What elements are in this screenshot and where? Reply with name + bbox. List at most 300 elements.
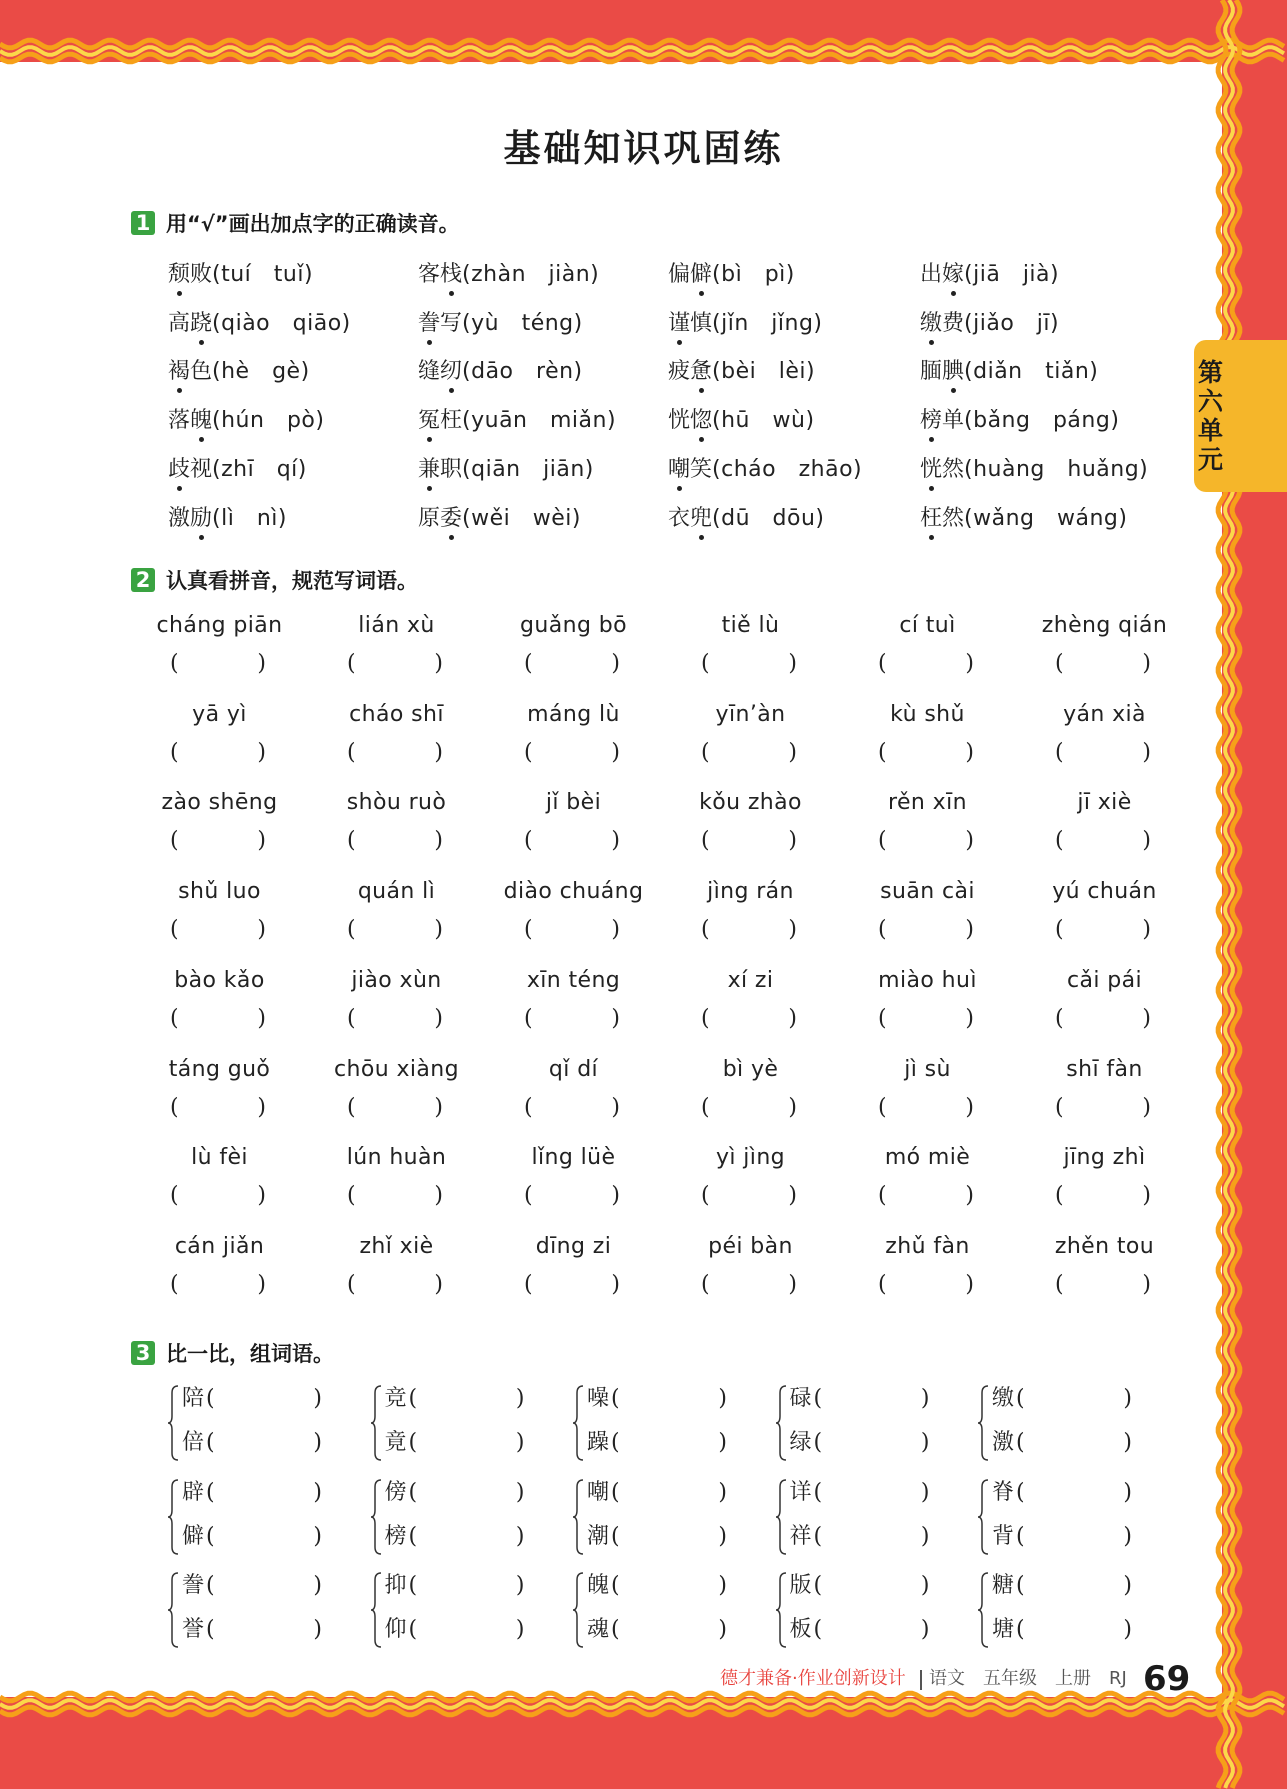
open-paren: (: [611, 1479, 620, 1505]
compare-character: 缴: [992, 1386, 1015, 1411]
reading-choice-item[interactable]: [920, 304, 1059, 344]
answer-blank[interactable]: [701, 1094, 797, 1122]
open-paren: (: [1055, 739, 1064, 765]
answer-blank[interactable]: [170, 827, 266, 855]
close-paren: ): [920, 1617, 930, 1642]
answer-blank[interactable]: [524, 650, 620, 678]
compare-word-line[interactable]: [992, 1478, 1132, 1508]
compare-character: 碌: [789, 1386, 812, 1411]
reading-choice-item[interactable]: [920, 352, 1098, 392]
unit-tab: [1194, 340, 1287, 492]
close-paren: ): [965, 651, 974, 676]
open-paren: (: [347, 1005, 356, 1031]
close-paren: ): [965, 1271, 974, 1297]
compare-pair: [572, 1384, 727, 1472]
compare-character: 版: [789, 1573, 812, 1598]
pinyin-writing-item: [132, 878, 307, 958]
pinyin-options[interactable]: (yuān miǎn): [462, 408, 617, 434]
pinyin-writing-item: [132, 1144, 307, 1224]
pinyin-options[interactable]: (wǎng wáng): [964, 505, 1128, 531]
word-character: 笑: [690, 456, 713, 482]
word-character: 疲: [668, 359, 691, 385]
left-brace-icon: [572, 1384, 586, 1462]
pinyin-writing-item: [309, 1233, 484, 1313]
pinyin-text: zhǔ fàn: [885, 1233, 970, 1259]
pinyin-writing-item: [486, 701, 661, 781]
word-character: 单: [942, 408, 965, 434]
answer-blank[interactable]: [170, 916, 266, 944]
open-paren: (: [408, 1523, 418, 1549]
pinyin-text: jīng zhì: [1063, 1145, 1146, 1171]
compare-word-line[interactable]: [587, 1571, 727, 1601]
compare-word-line[interactable]: [790, 1384, 930, 1414]
compare-word-line[interactable]: [385, 1428, 525, 1458]
close-paren: ): [788, 739, 797, 765]
pinyin-text: cháng piān: [156, 613, 283, 638]
reading-choice-item[interactable]: [418, 401, 616, 441]
answer-blank[interactable]: [878, 827, 974, 855]
compare-word-line[interactable]: [182, 1522, 322, 1552]
answer-blank[interactable]: [701, 1271, 797, 1299]
close-paren: ): [257, 1005, 266, 1031]
answer-blank[interactable]: [701, 739, 797, 767]
close-paren: ): [434, 1183, 443, 1209]
reading-choice-item[interactable]: [668, 255, 795, 295]
compare-word-line[interactable]: [182, 1615, 322, 1645]
word-character: 恍: [668, 408, 691, 434]
pinyin-writing-item: [486, 1056, 661, 1136]
open-paren: (: [1016, 1479, 1025, 1505]
close-paren: ): [920, 1573, 930, 1598]
open-paren: (: [1016, 1430, 1025, 1455]
word-character: 落: [168, 408, 191, 434]
close-paren: ): [718, 1523, 727, 1549]
compare-character: 糖: [992, 1573, 1015, 1598]
left-brace-icon: [167, 1571, 181, 1649]
compare-word-line[interactable]: [992, 1428, 1132, 1458]
close-paren: ): [788, 917, 797, 943]
pinyin-options[interactable]: (jǐn jǐng): [712, 310, 823, 336]
word-character: 缝: [418, 359, 441, 385]
answer-blank[interactable]: [878, 1005, 974, 1033]
answer-blank[interactable]: [347, 650, 443, 678]
compare-word-line[interactable]: [385, 1522, 525, 1552]
open-paren: (: [701, 1094, 710, 1120]
compare-word-line[interactable]: [992, 1522, 1132, 1552]
open-paren: (: [170, 1183, 179, 1209]
open-paren: (: [1055, 1005, 1064, 1031]
reading-choice-item[interactable]: [418, 352, 583, 392]
pinyin-text: yì jìng: [715, 1145, 786, 1171]
open-paren: (: [408, 1573, 418, 1598]
section-number-badge: 1: [131, 211, 155, 235]
pinyin-writing-item: [132, 967, 307, 1047]
answer-blank[interactable]: [524, 827, 620, 855]
left-brace-icon: [775, 1571, 789, 1649]
top-wave-border: [0, 30, 1287, 120]
open-paren: (: [347, 739, 356, 765]
close-paren: ): [920, 1430, 930, 1455]
open-paren: (: [1055, 917, 1064, 943]
compare-character: 板: [789, 1617, 812, 1642]
answer-blank[interactable]: [347, 827, 443, 855]
right-wave-border: [1197, 0, 1260, 1789]
open-paren: (: [206, 1523, 215, 1549]
pinyin-writing-item: [663, 1144, 838, 1224]
close-paren: ): [718, 1386, 727, 1411]
pinyin-text: rěn xīn: [888, 790, 967, 816]
compare-pair: [977, 1478, 1132, 1566]
pinyin-options[interactable]: (jiā jià): [964, 262, 1060, 287]
compare-pair: [370, 1478, 525, 1566]
word-character: 败: [190, 262, 213, 287]
open-paren: (: [1016, 1523, 1025, 1549]
close-paren: ): [1142, 739, 1151, 765]
reading-choice-item[interactable]: [920, 450, 1148, 490]
answer-blank[interactable]: [524, 1094, 620, 1122]
pinyin-writing-item: [663, 701, 838, 781]
pinyin-options[interactable]: (cháo zhāo): [712, 456, 863, 482]
close-paren: ): [313, 1386, 322, 1411]
open-paren: (: [878, 1005, 887, 1031]
word-character: 然: [942, 505, 965, 531]
dotted-character: 栈: [440, 255, 462, 295]
pinyin-options[interactable]: (bǎng páng): [964, 408, 1120, 434]
reading-choice-item[interactable]: [168, 304, 351, 344]
open-paren: (: [701, 1183, 710, 1209]
pinyin-writing-item: [486, 789, 661, 869]
compare-word-line[interactable]: [790, 1615, 930, 1645]
word-character: 原: [418, 505, 441, 531]
close-paren: ): [920, 1479, 930, 1505]
compare-character: 绿: [789, 1430, 812, 1455]
pinyin-options[interactable]: (jiǎo jī): [964, 310, 1060, 336]
answer-blank[interactable]: [1055, 1182, 1151, 1210]
word-character: 视: [190, 456, 213, 482]
compare-character: 魄: [587, 1573, 610, 1598]
open-paren: (: [813, 1386, 823, 1411]
answer-blank[interactable]: [701, 1005, 797, 1033]
answer-blank[interactable]: [701, 916, 797, 944]
answer-blank[interactable]: [347, 739, 443, 767]
close-paren: ): [515, 1617, 525, 1642]
compare-word-line[interactable]: [385, 1615, 525, 1645]
close-paren: ): [611, 1005, 620, 1031]
answer-blank[interactable]: [878, 1094, 974, 1122]
answer-blank[interactable]: [170, 1182, 266, 1210]
close-paren: ): [1142, 1271, 1151, 1297]
answer-blank[interactable]: [347, 1094, 443, 1122]
reading-choice-item[interactable]: [920, 499, 1127, 539]
answer-blank[interactable]: [701, 1182, 797, 1210]
left-brace-icon: [572, 1478, 586, 1556]
reading-choice-item[interactable]: [418, 255, 599, 295]
left-brace-icon: [370, 1478, 384, 1556]
answer-blank[interactable]: [524, 1005, 620, 1033]
pinyin-text: yú chuán: [1052, 879, 1157, 905]
pinyin-text: yán xià: [1063, 701, 1146, 727]
reading-choice-item[interactable]: [418, 450, 594, 490]
pinyin-options[interactable]: (hè gè): [212, 359, 310, 385]
reading-choice-item[interactable]: [668, 401, 815, 441]
pinyin-options[interactable]: (hū wù): [712, 408, 815, 434]
reading-choice-item[interactable]: [168, 401, 324, 441]
open-paren: (: [701, 1271, 710, 1297]
section-instruction: 比一比，组词语。: [166, 1342, 334, 1366]
word-character: 费: [942, 310, 965, 336]
pinyin-text: mó miè: [884, 1145, 971, 1171]
answer-blank[interactable]: [878, 739, 974, 767]
open-paren: (: [206, 1617, 215, 1642]
compare-character: 塘: [992, 1617, 1015, 1642]
reading-choice-item[interactable]: [168, 450, 307, 490]
close-paren: ): [1142, 917, 1151, 943]
answer-blank[interactable]: [524, 916, 620, 944]
compare-word-line[interactable]: [385, 1571, 525, 1601]
reading-choice-item[interactable]: [920, 401, 1119, 441]
compare-word-line[interactable]: [182, 1428, 322, 1458]
answer-blank[interactable]: [701, 827, 797, 855]
close-paren: ): [257, 1094, 266, 1120]
compare-word-line[interactable]: [992, 1384, 1132, 1414]
compare-character: 誊: [182, 1573, 205, 1598]
open-paren: (: [1055, 1094, 1064, 1120]
left-brace-icon: [370, 1571, 384, 1649]
compare-pair: [167, 1478, 322, 1566]
open-paren: (: [347, 828, 356, 854]
pinyin-options[interactable]: (qiān jiān): [462, 456, 594, 482]
compare-pair: [572, 1478, 727, 1566]
pinyin-options[interactable]: (zhī qí): [212, 456, 307, 482]
compare-character: 噪: [587, 1386, 610, 1411]
answer-blank[interactable]: [347, 916, 443, 944]
compare-character: 傍: [384, 1479, 407, 1505]
pinyin-options[interactable]: (dū dōu): [712, 505, 825, 531]
dotted-character: 惚: [690, 401, 712, 441]
compare-word-line[interactable]: [587, 1478, 727, 1508]
close-paren: ): [1123, 1386, 1132, 1411]
open-paren: (: [347, 1183, 356, 1209]
word-character: 偏: [668, 262, 691, 287]
pinyin-writing-item: [840, 878, 1015, 958]
compare-word-line[interactable]: [182, 1478, 322, 1508]
compare-word-line[interactable]: [587, 1428, 727, 1458]
compare-pair: [167, 1571, 322, 1659]
pinyin-options[interactable]: (dāo rèn): [462, 359, 583, 385]
pinyin-options[interactable]: (bì pì): [712, 262, 795, 287]
compare-word-line[interactable]: [182, 1571, 322, 1601]
compare-pair: [370, 1384, 525, 1472]
close-paren: ): [257, 1183, 266, 1209]
close-paren: ): [434, 828, 443, 854]
compare-pair: [370, 1571, 525, 1659]
close-paren: ): [1142, 1183, 1151, 1209]
close-paren: ): [313, 1479, 322, 1505]
compare-word-line[interactable]: [587, 1522, 727, 1552]
pinyin-text: zhěn tou: [1054, 1233, 1155, 1259]
pinyin-writing-item: [663, 878, 838, 958]
answer-blank[interactable]: [170, 1094, 266, 1122]
reading-choice-item[interactable]: [418, 499, 581, 539]
pinyin-text: péi bàn: [708, 1233, 793, 1259]
reading-choice-item[interactable]: [668, 352, 815, 392]
close-paren: ): [788, 1271, 797, 1297]
pinyin-writing-item: [132, 701, 307, 781]
close-paren: ): [611, 1094, 620, 1120]
reading-choice-item[interactable]: [668, 450, 862, 490]
pinyin-text: diào chuáng: [503, 879, 644, 905]
compare-pair: [977, 1384, 1132, 1472]
close-paren: ): [1142, 828, 1151, 854]
close-paren: ): [257, 651, 266, 676]
answer-blank[interactable]: [524, 739, 620, 767]
word-character: 然: [942, 456, 965, 482]
answer-blank[interactable]: [1055, 1094, 1151, 1122]
pinyin-options[interactable]: (huàng huǎng): [964, 456, 1149, 482]
open-paren: (: [1016, 1573, 1025, 1598]
answer-blank[interactable]: [170, 1005, 266, 1033]
answer-blank[interactable]: [170, 739, 266, 767]
pinyin-writing-item: [486, 878, 661, 958]
compare-word-line[interactable]: [790, 1478, 930, 1508]
answer-blank[interactable]: [1055, 739, 1151, 767]
word-character: 激: [168, 505, 191, 531]
answer-blank[interactable]: [524, 1182, 620, 1210]
dotted-character: 僻: [690, 255, 712, 295]
compare-pair: [167, 1384, 322, 1472]
answer-blank[interactable]: [1055, 916, 1151, 944]
compare-pair: [775, 1478, 930, 1566]
dotted-character: 嘲: [668, 450, 690, 490]
open-paren: (: [524, 1005, 533, 1031]
compare-word-line[interactable]: [385, 1478, 525, 1508]
open-paren: (: [701, 828, 710, 854]
pinyin-options[interactable]: (qiào qiāo): [212, 310, 351, 336]
dotted-character: 跷: [190, 304, 212, 344]
answer-blank[interactable]: [878, 650, 974, 678]
pinyin-options[interactable]: (diǎn tiǎn): [964, 359, 1099, 385]
pinyin-text: shī fàn: [1066, 1056, 1143, 1082]
pinyin-writing-item: [486, 967, 661, 1047]
open-paren: (: [206, 1430, 215, 1455]
close-paren: ): [1123, 1523, 1132, 1549]
dotted-character: 谨: [668, 304, 690, 344]
pinyin-writing-item: [840, 1056, 1015, 1136]
compare-character: 脊: [992, 1479, 1015, 1505]
pinyin-options[interactable]: (hún pò): [212, 408, 325, 434]
pinyin-writing-item: [309, 789, 484, 869]
reading-choice-item[interactable]: [168, 352, 310, 392]
page-number: 69: [1143, 1659, 1191, 1699]
reading-choice-item[interactable]: [668, 499, 824, 539]
compare-pair: [775, 1571, 930, 1659]
compare-word-line[interactable]: [790, 1428, 930, 1458]
pinyin-writing-item: [1017, 1233, 1192, 1313]
compare-word-line[interactable]: [385, 1384, 525, 1414]
open-paren: (: [408, 1479, 418, 1505]
close-paren: ): [611, 1183, 620, 1209]
compare-word-line[interactable]: [587, 1615, 727, 1645]
compare-character: 辟: [182, 1479, 205, 1505]
close-paren: ): [965, 1005, 974, 1031]
reading-choice-item[interactable]: [920, 255, 1059, 295]
dotted-character: 腆: [942, 352, 964, 392]
pinyin-options[interactable]: (yù téng): [462, 310, 583, 336]
compare-word-line[interactable]: [992, 1615, 1132, 1645]
open-paren: (: [524, 1183, 533, 1209]
open-paren: (: [347, 1094, 356, 1120]
reading-choice-item[interactable]: [168, 499, 287, 539]
answer-blank[interactable]: [1055, 650, 1151, 678]
pinyin-text: cháo shī: [349, 701, 444, 727]
answer-blank[interactable]: [701, 650, 797, 678]
answer-blank[interactable]: [1055, 827, 1151, 855]
open-paren: (: [878, 828, 887, 854]
open-paren: (: [813, 1479, 823, 1505]
pinyin-text: qǐ dí: [548, 1056, 599, 1082]
dotted-character: 纫: [440, 352, 462, 392]
dotted-character: 枉: [920, 499, 942, 539]
answer-blank[interactable]: [878, 1182, 974, 1210]
reading-choice-item[interactable]: [168, 255, 313, 295]
close-paren: ): [257, 828, 266, 854]
word-character: 色: [190, 359, 213, 385]
answer-blank[interactable]: [347, 1005, 443, 1033]
open-paren: (: [1055, 1271, 1064, 1297]
compare-word-line[interactable]: [182, 1384, 322, 1414]
compare-word-line[interactable]: [790, 1522, 930, 1552]
open-paren: (: [1016, 1386, 1025, 1411]
compare-pair: [572, 1571, 727, 1659]
answer-blank[interactable]: [1055, 1271, 1151, 1299]
answer-blank[interactable]: [347, 1271, 443, 1299]
reading-choice-item[interactable]: [668, 304, 823, 344]
answer-blank[interactable]: [347, 1182, 443, 1210]
open-paren: (: [878, 1271, 887, 1297]
answer-blank[interactable]: [878, 1271, 974, 1299]
answer-blank[interactable]: [524, 1271, 620, 1299]
open-paren: (: [813, 1523, 823, 1549]
pinyin-options[interactable]: (bèi lèi): [712, 359, 816, 385]
word-character: 高: [168, 310, 191, 336]
word-character: 腼: [920, 359, 943, 385]
compare-word-line[interactable]: [587, 1384, 727, 1414]
open-paren: (: [701, 739, 710, 765]
compare-word-line[interactable]: [992, 1571, 1132, 1601]
pinyin-text: yīn’àn: [715, 701, 786, 727]
pinyin-options[interactable]: (wěi wèi): [462, 505, 581, 531]
pinyin-options[interactable]: (tuí tuǐ): [212, 262, 314, 287]
dotted-character: 榜: [920, 401, 942, 441]
pinyin-text: suān cài: [880, 879, 975, 905]
pinyin-text: jī xiè: [1077, 790, 1132, 816]
pinyin-text: tiě lù: [721, 613, 780, 638]
reading-choice-item[interactable]: [418, 304, 583, 344]
compare-word-line[interactable]: [790, 1571, 930, 1601]
pinyin-writing-item: [132, 612, 307, 692]
answer-blank[interactable]: [170, 650, 266, 678]
pinyin-options[interactable]: (lì nì): [212, 505, 287, 531]
close-paren: ): [1123, 1573, 1132, 1598]
left-brace-icon: [167, 1384, 181, 1462]
close-paren: ): [515, 1430, 525, 1455]
pinyin-text: cí tuì: [899, 613, 956, 638]
answer-blank[interactable]: [170, 1271, 266, 1299]
answer-blank[interactable]: [1055, 1005, 1151, 1033]
pinyin-text: shòu ruò: [346, 790, 447, 816]
answer-blank[interactable]: [878, 916, 974, 944]
pinyin-options[interactable]: (zhàn jiàn): [462, 262, 600, 287]
